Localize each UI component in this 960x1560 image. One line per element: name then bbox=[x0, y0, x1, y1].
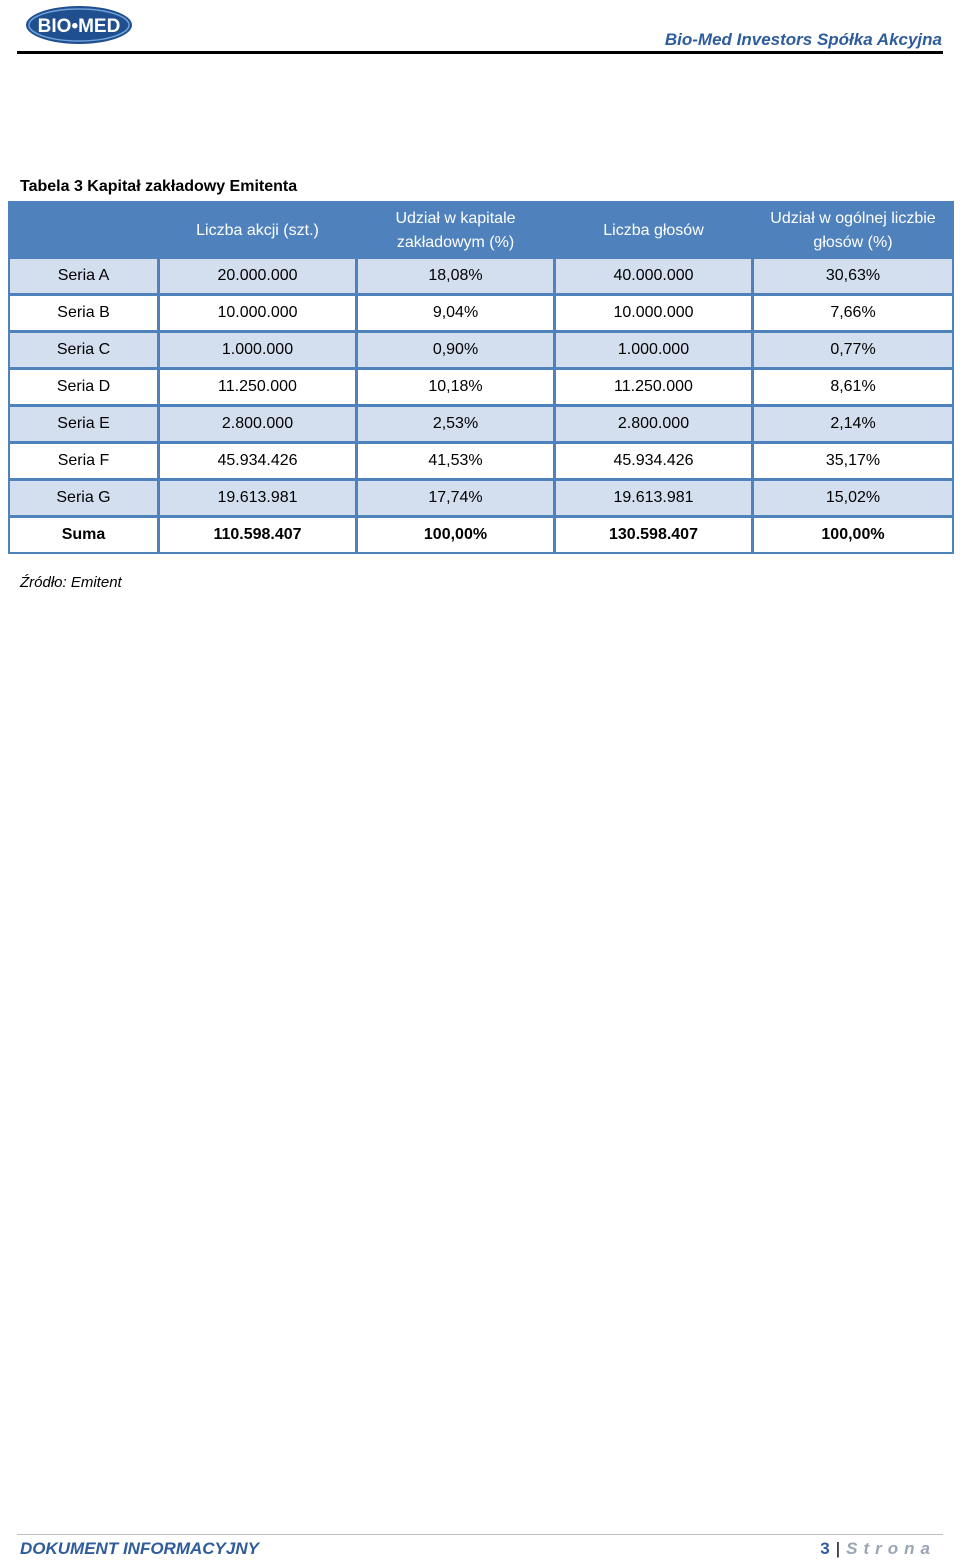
header-divider bbox=[17, 51, 943, 54]
footer-divider bbox=[17, 1534, 943, 1535]
vote-count: 2.800.000 bbox=[556, 407, 754, 444]
vote-share: 15,02% bbox=[754, 481, 952, 518]
share-count: 110.598.407 bbox=[160, 518, 358, 552]
table-header-row bbox=[10, 203, 952, 259]
share-count: 1.000.000 bbox=[160, 333, 358, 370]
table-row bbox=[10, 370, 952, 407]
column-header-capital-share: Udział w kapitale zakładowym (%) bbox=[358, 203, 556, 259]
share-count: 45.934.426 bbox=[160, 444, 358, 481]
series-name: Seria E bbox=[10, 407, 160, 444]
vote-count: 130.598.407 bbox=[556, 518, 754, 552]
series-name: Seria A bbox=[10, 259, 160, 296]
company-name: Bio-Med Investors Spółka Akcyjna bbox=[664, 30, 942, 49]
capital-share: 41,53% bbox=[358, 444, 556, 481]
logo-text: BIO•MED bbox=[37, 16, 121, 37]
series-name: Seria C bbox=[10, 333, 160, 370]
page-separator: | bbox=[835, 1539, 841, 1558]
vote-share: 8,61% bbox=[754, 370, 952, 407]
page-number: 3 bbox=[820, 1539, 830, 1558]
vote-share: 100,00% bbox=[754, 518, 952, 552]
series-name: Seria D bbox=[10, 370, 160, 407]
vote-count: 1.000.000 bbox=[556, 333, 754, 370]
table-total-row bbox=[10, 518, 952, 552]
table-row bbox=[10, 333, 952, 370]
column-header-share-count: Liczba akcji (szt.) bbox=[160, 203, 358, 259]
table-row bbox=[10, 444, 952, 481]
series-name: Seria G bbox=[10, 481, 160, 518]
capital-share: 9,04% bbox=[358, 296, 556, 333]
series-name: Seria F bbox=[10, 444, 160, 481]
page-header bbox=[0, 0, 960, 56]
vote-share: 30,63% bbox=[754, 259, 952, 296]
table-row bbox=[10, 481, 952, 518]
vote-share: 35,17% bbox=[754, 444, 952, 481]
vote-count: 45.934.426 bbox=[556, 444, 754, 481]
series-name: Seria B bbox=[10, 296, 160, 333]
capital-share: 10,18% bbox=[358, 370, 556, 407]
vote-share: 7,66% bbox=[754, 296, 952, 333]
column-header-vote-share: Udział w ogólnej liczbie głosów (%) bbox=[754, 203, 952, 259]
table-row bbox=[10, 259, 952, 296]
capital-share: 0,90% bbox=[358, 333, 556, 370]
series-name: Suma bbox=[10, 518, 160, 552]
share-capital-table bbox=[8, 201, 954, 554]
column-header-vote-count: Liczba głosów bbox=[556, 203, 754, 259]
capital-share: 18,08% bbox=[358, 259, 556, 296]
share-count: 10.000.000 bbox=[160, 296, 358, 333]
biomed-logo-graphic bbox=[24, 4, 134, 46]
capital-share: 100,00% bbox=[358, 518, 556, 552]
table-caption: Tabela 3 Kapitał zakładowy Emitenta bbox=[20, 178, 298, 195]
biomed-logo bbox=[24, 4, 134, 46]
vote-count: 10.000.000 bbox=[556, 296, 754, 333]
page-word: Strona bbox=[846, 1539, 936, 1558]
capital-share: 17,74% bbox=[358, 481, 556, 518]
table-row bbox=[10, 407, 952, 444]
vote-share: 2,14% bbox=[754, 407, 952, 444]
source-note: Źródło: Emitent bbox=[20, 574, 122, 591]
share-count: 19.613.981 bbox=[160, 481, 358, 518]
document-label: DOKUMENT INFORMACYJNY bbox=[20, 1539, 259, 1558]
capital-share: 2,53% bbox=[358, 407, 556, 444]
vote-share: 0,77% bbox=[754, 333, 952, 370]
share-count: 20.000.000 bbox=[160, 259, 358, 296]
table-row bbox=[10, 296, 952, 333]
vote-count: 40.000.000 bbox=[556, 259, 754, 296]
vote-count: 19.613.981 bbox=[556, 481, 754, 518]
page-indicator bbox=[820, 1539, 936, 1559]
vote-count: 11.250.000 bbox=[556, 370, 754, 407]
share-count: 2.800.000 bbox=[160, 407, 358, 444]
share-count: 11.250.000 bbox=[160, 370, 358, 407]
column-header-series bbox=[10, 203, 160, 259]
